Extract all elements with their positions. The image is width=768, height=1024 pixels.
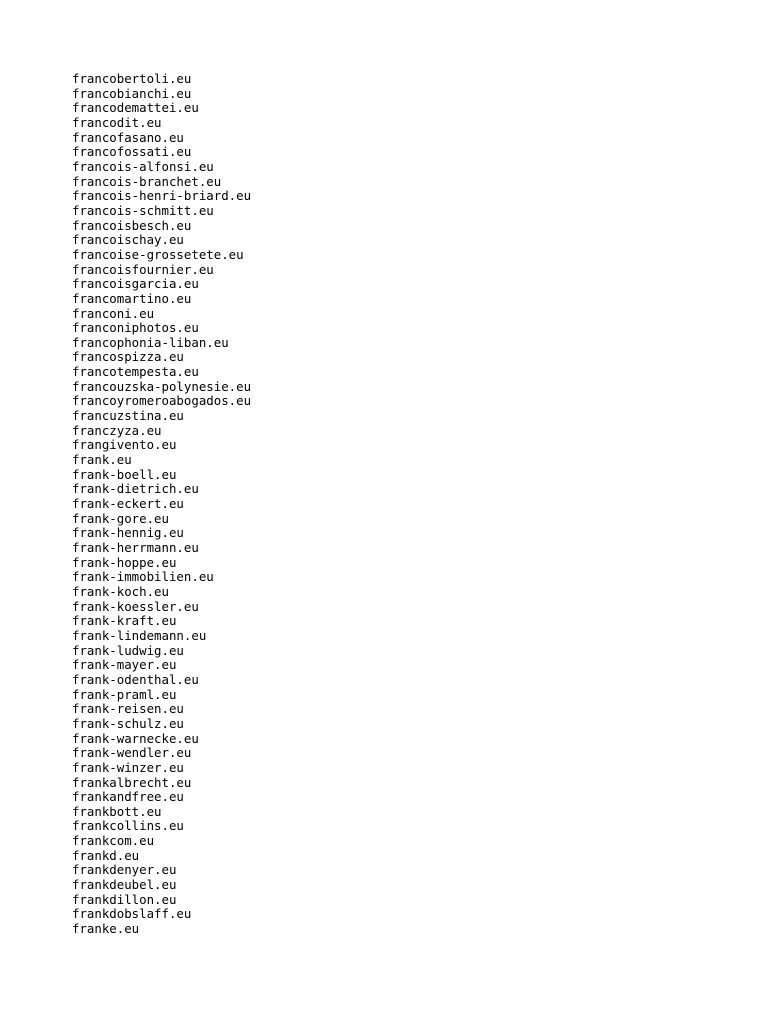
domain-list-item: frank-warnecke.eu <box>72 730 199 746</box>
domain-list-item: francophonia-liban.eu <box>72 334 229 350</box>
domain-list-item: frank-ludwig.eu <box>72 642 184 658</box>
domain-list-item: frank-hoppe.eu <box>72 554 177 570</box>
domain-list-item: franconiphotos.eu <box>72 320 199 336</box>
domain-list-item: frangivento.eu <box>72 437 177 453</box>
domain-list-item: frankbott.eu <box>72 803 162 819</box>
domain-list-item: francoyromeroabogados.eu <box>72 393 252 409</box>
domain-list-item: frankdeubel.eu <box>72 877 177 893</box>
domain-list-item: frank-gore.eu <box>72 510 169 526</box>
domain-list-item: francoisbesch.eu <box>72 217 192 233</box>
domain-list-item: frank-schulz.eu <box>72 715 184 731</box>
domain-list-item: francomartino.eu <box>72 290 192 306</box>
domain-list-item: frankd.eu <box>72 847 140 863</box>
domain-list-item: frankcollins.eu <box>72 818 184 834</box>
domain-list-item: francospizza.eu <box>72 349 184 365</box>
domain-list <box>72 72 251 937</box>
domain-list-item: francobertoli.eu <box>72 71 192 86</box>
domain-list-item: frank-immobilien.eu <box>72 569 214 585</box>
domain-list-item: frankdobslaff.eu <box>72 906 192 922</box>
domain-list-item: francouzska-polynesie.eu <box>72 378 252 394</box>
domain-list-item: frank.eu <box>72 452 132 468</box>
domain-list-item: francofasano.eu <box>72 129 184 145</box>
domain-list-item: frank-hennig.eu <box>72 525 184 541</box>
domain-list-item: frank-herrmann.eu <box>72 540 199 555</box>
domain-list-item: frank-eckert.eu <box>72 496 184 512</box>
domain-list-item: francoisgarcia.eu <box>72 276 199 292</box>
domain-list-item: francoisfournier.eu <box>72 261 214 277</box>
domain-list-item: francodit.eu <box>72 114 162 130</box>
domain-list-item: frankandfree.eu <box>72 789 184 805</box>
domain-list-item: frank-kraft.eu <box>72 613 177 629</box>
domain-list-item: frankalbrecht.eu <box>72 774 192 790</box>
domain-list-item: francoischay.eu <box>72 232 184 248</box>
domain-list-item: francodemattei.eu <box>72 100 199 116</box>
domain-list-item: frank-odenthal.eu <box>72 671 199 687</box>
domain-list-item: francoise-grossetete.eu <box>72 246 244 262</box>
domain-list-item: frank-wendler.eu <box>72 745 192 761</box>
domain-list-item: franconi.eu <box>72 305 155 321</box>
domain-list-item: frank-lindemann.eu <box>72 627 207 643</box>
domain-list-item: frank-reisen.eu <box>72 701 184 717</box>
domain-list-item: frank-winzer.eu <box>72 759 184 775</box>
domain-list-item: francois-schmitt.eu <box>72 202 214 218</box>
domain-list-item: francobianchi.eu <box>72 85 192 101</box>
domain-list-item: frankcom.eu <box>72 833 155 849</box>
domain-list-item: francois-branchet.eu <box>72 173 222 189</box>
domain-list-item: francofossati.eu <box>72 144 192 160</box>
domain-list-item: frank-koessler.eu <box>72 598 199 614</box>
domain-list-item: franczyza.eu <box>72 422 162 438</box>
domain-list-item: frankdillon.eu <box>72 891 177 907</box>
domain-list-item: francuzstina.eu <box>72 408 184 424</box>
domain-list-item: frank-boell.eu <box>72 466 177 482</box>
domain-list-item: frank-mayer.eu <box>72 657 177 673</box>
domain-list-item: frank-dietrich.eu <box>72 481 199 497</box>
domain-list-item: frank-praml.eu <box>72 686 177 702</box>
domain-list-item: frankdenyer.eu <box>72 862 177 878</box>
domain-list-item: francois-alfonsi.eu <box>72 158 214 174</box>
domain-list-item: frank-koch.eu <box>72 583 169 599</box>
domain-list-item: francois-henri-briard.eu <box>72 188 252 204</box>
domain-list-item: francotempesta.eu <box>72 364 199 380</box>
domain-list-item: franke.eu <box>72 921 140 937</box>
